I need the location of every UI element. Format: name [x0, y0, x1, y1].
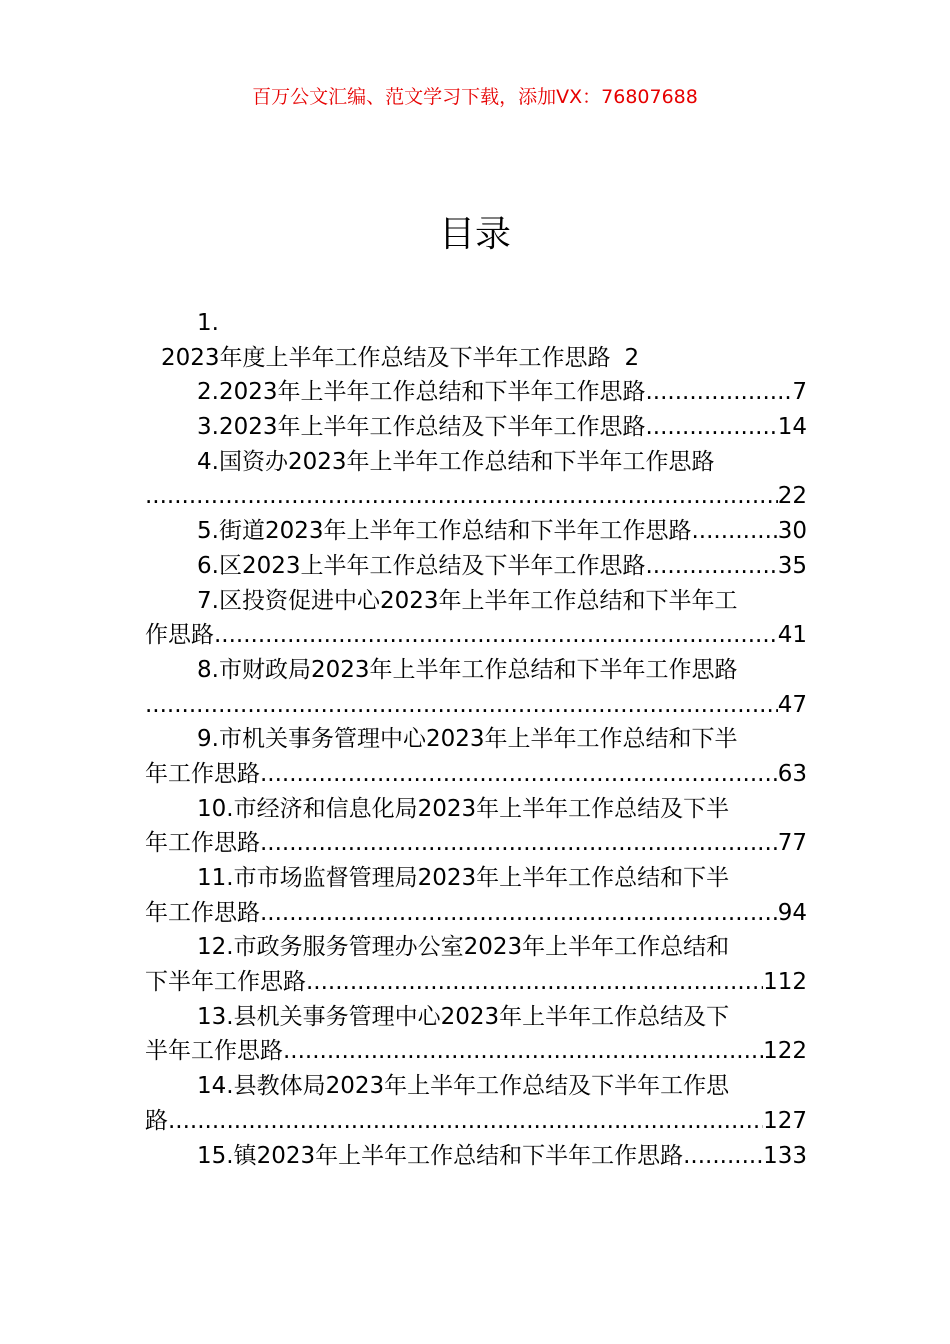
toc-entry-5[interactable]	[145, 514, 807, 549]
toc-entry-3[interactable]	[145, 410, 807, 445]
table-of-contents	[145, 306, 807, 1173]
toc-entry-14-continuation[interactable]	[145, 1104, 807, 1139]
toc-entry-13-continuation[interactable]	[145, 1034, 807, 1069]
toc-page-number: 7	[792, 379, 807, 406]
toc-leader-dots	[683, 1139, 763, 1174]
toc-entry-text: 12.市政务服务管理办公室2023年上半年工作总结和	[197, 934, 730, 961]
toc-entry-8-continuation[interactable]	[145, 688, 807, 723]
toc-entry-text: 年工作思路	[145, 830, 260, 857]
toc-page-number: 122	[763, 1038, 807, 1065]
toc-page-number: 77	[777, 830, 807, 857]
toc-page-number: 41	[777, 622, 807, 649]
toc-page-number: 14	[777, 414, 807, 441]
toc-entry-13[interactable]	[145, 1000, 807, 1035]
toc-entry-text: 半年工作思路	[145, 1038, 283, 1065]
toc-entry-text: 年工作思路	[145, 760, 260, 787]
toc-entry-4[interactable]	[145, 445, 807, 480]
toc-entry-1[interactable]	[145, 341, 807, 376]
toc-entry-10-continuation[interactable]	[145, 826, 807, 861]
toc-page-number: 2	[624, 344, 640, 371]
toc-page-number: 94	[777, 899, 807, 926]
toc-entry-text: 路	[145, 1107, 168, 1134]
toc-entry-9[interactable]	[145, 722, 807, 757]
toc-leader-dots	[168, 1104, 763, 1139]
toc-leader-dots	[145, 688, 778, 723]
toc-entry-1-number[interactable]	[145, 306, 807, 341]
toc-entry-7[interactable]	[145, 584, 807, 619]
toc-entry-text: 2.2023年上半年工作总结和下半年工作思路	[197, 379, 646, 406]
page-title: 目录	[438, 214, 511, 255]
toc-entry-text: 年工作思路	[145, 899, 260, 926]
toc-entry-text: 14.县教体局2023年上半年工作总结及下半年工作思	[197, 1073, 730, 1100]
toc-page-number: 22	[777, 483, 807, 510]
toc-leader-dots	[260, 826, 778, 861]
toc-leader-dots	[214, 618, 778, 653]
toc-entry-text: 6.区2023上半年工作总结及下半年工作思路	[197, 552, 646, 579]
toc-page-number: 47	[777, 691, 807, 718]
toc-page-number: 112	[763, 969, 807, 996]
toc-entry-text: 2023年度上半年工作总结及下半年工作思路	[161, 344, 611, 371]
toc-leader-dots	[691, 514, 777, 549]
toc-entry-10[interactable]	[145, 792, 807, 827]
toc-entry-text: 15.镇2023年上半年工作总结和下半年工作思路	[197, 1142, 684, 1169]
toc-entry-text: 9.市机关事务管理中心2023年上半年工作总结和下半	[197, 726, 738, 753]
toc-entry-4-continuation[interactable]	[145, 479, 807, 514]
toc-entry-9-continuation[interactable]	[145, 757, 807, 792]
toc-leader-dots	[260, 896, 778, 931]
toc-entry-text: 下半年工作思路	[145, 969, 306, 996]
toc-leader-dots	[283, 1034, 763, 1069]
toc-entry-12-continuation[interactable]	[145, 965, 807, 1000]
toc-entry-text: 3.2023年上半年工作总结及下半年工作思路	[197, 414, 646, 441]
toc-leader-dots	[645, 375, 792, 410]
toc-entry-text: 作思路	[145, 622, 214, 649]
toc-entry-text: 4.国资办2023年上半年工作总结和下半年工作思路	[197, 448, 715, 475]
toc-entry-11-continuation[interactable]	[145, 896, 807, 931]
toc-entry-12[interactable]	[145, 930, 807, 965]
toc-entry-14[interactable]	[145, 1069, 807, 1104]
toc-entry-15[interactable]	[145, 1139, 807, 1174]
toc-entry-7-continuation[interactable]	[145, 618, 807, 653]
toc-entry-8[interactable]	[145, 653, 807, 688]
toc-entry-text: 13.县机关事务管理中心2023年上半年工作总结及下	[197, 1003, 730, 1030]
toc-entry-6[interactable]	[145, 549, 807, 584]
toc-leader-dots	[145, 479, 778, 514]
toc-page-number: 30	[777, 518, 807, 545]
header-watermark-text: 百万公文汇编、范文学习下载，添加VX：76807688	[252, 86, 698, 108]
toc-entry-2[interactable]	[145, 375, 807, 410]
toc-entry-text: 11.市市场监督管理局2023年上半年工作总结和下半	[197, 865, 730, 891]
toc-entry-text: 7.区投资促进中心2023年上半年工作总结和下半年工	[197, 587, 738, 614]
toc-leader-dots	[645, 410, 777, 445]
toc-entry-11[interactable]	[145, 861, 807, 896]
toc-entry-text: 8.市财政局2023年上半年工作总结和下半年工作思路	[197, 656, 738, 683]
toc-leader-dots	[260, 757, 778, 792]
toc-leader-dots	[306, 965, 763, 1000]
toc-page-number: 63	[777, 760, 807, 787]
toc-page-number: 127	[763, 1107, 807, 1134]
toc-entry-text: 5.街道2023年上半年工作总结和下半年工作思路	[197, 518, 692, 545]
toc-page-number: 35	[777, 552, 807, 579]
toc-leader-dots	[645, 549, 777, 584]
toc-page-number: 133	[763, 1142, 807, 1169]
toc-entry-text: 10.市经济和信息化局2023年上半年工作总结及下半	[197, 795, 730, 822]
toc-entry-number: 1.	[197, 310, 219, 336]
